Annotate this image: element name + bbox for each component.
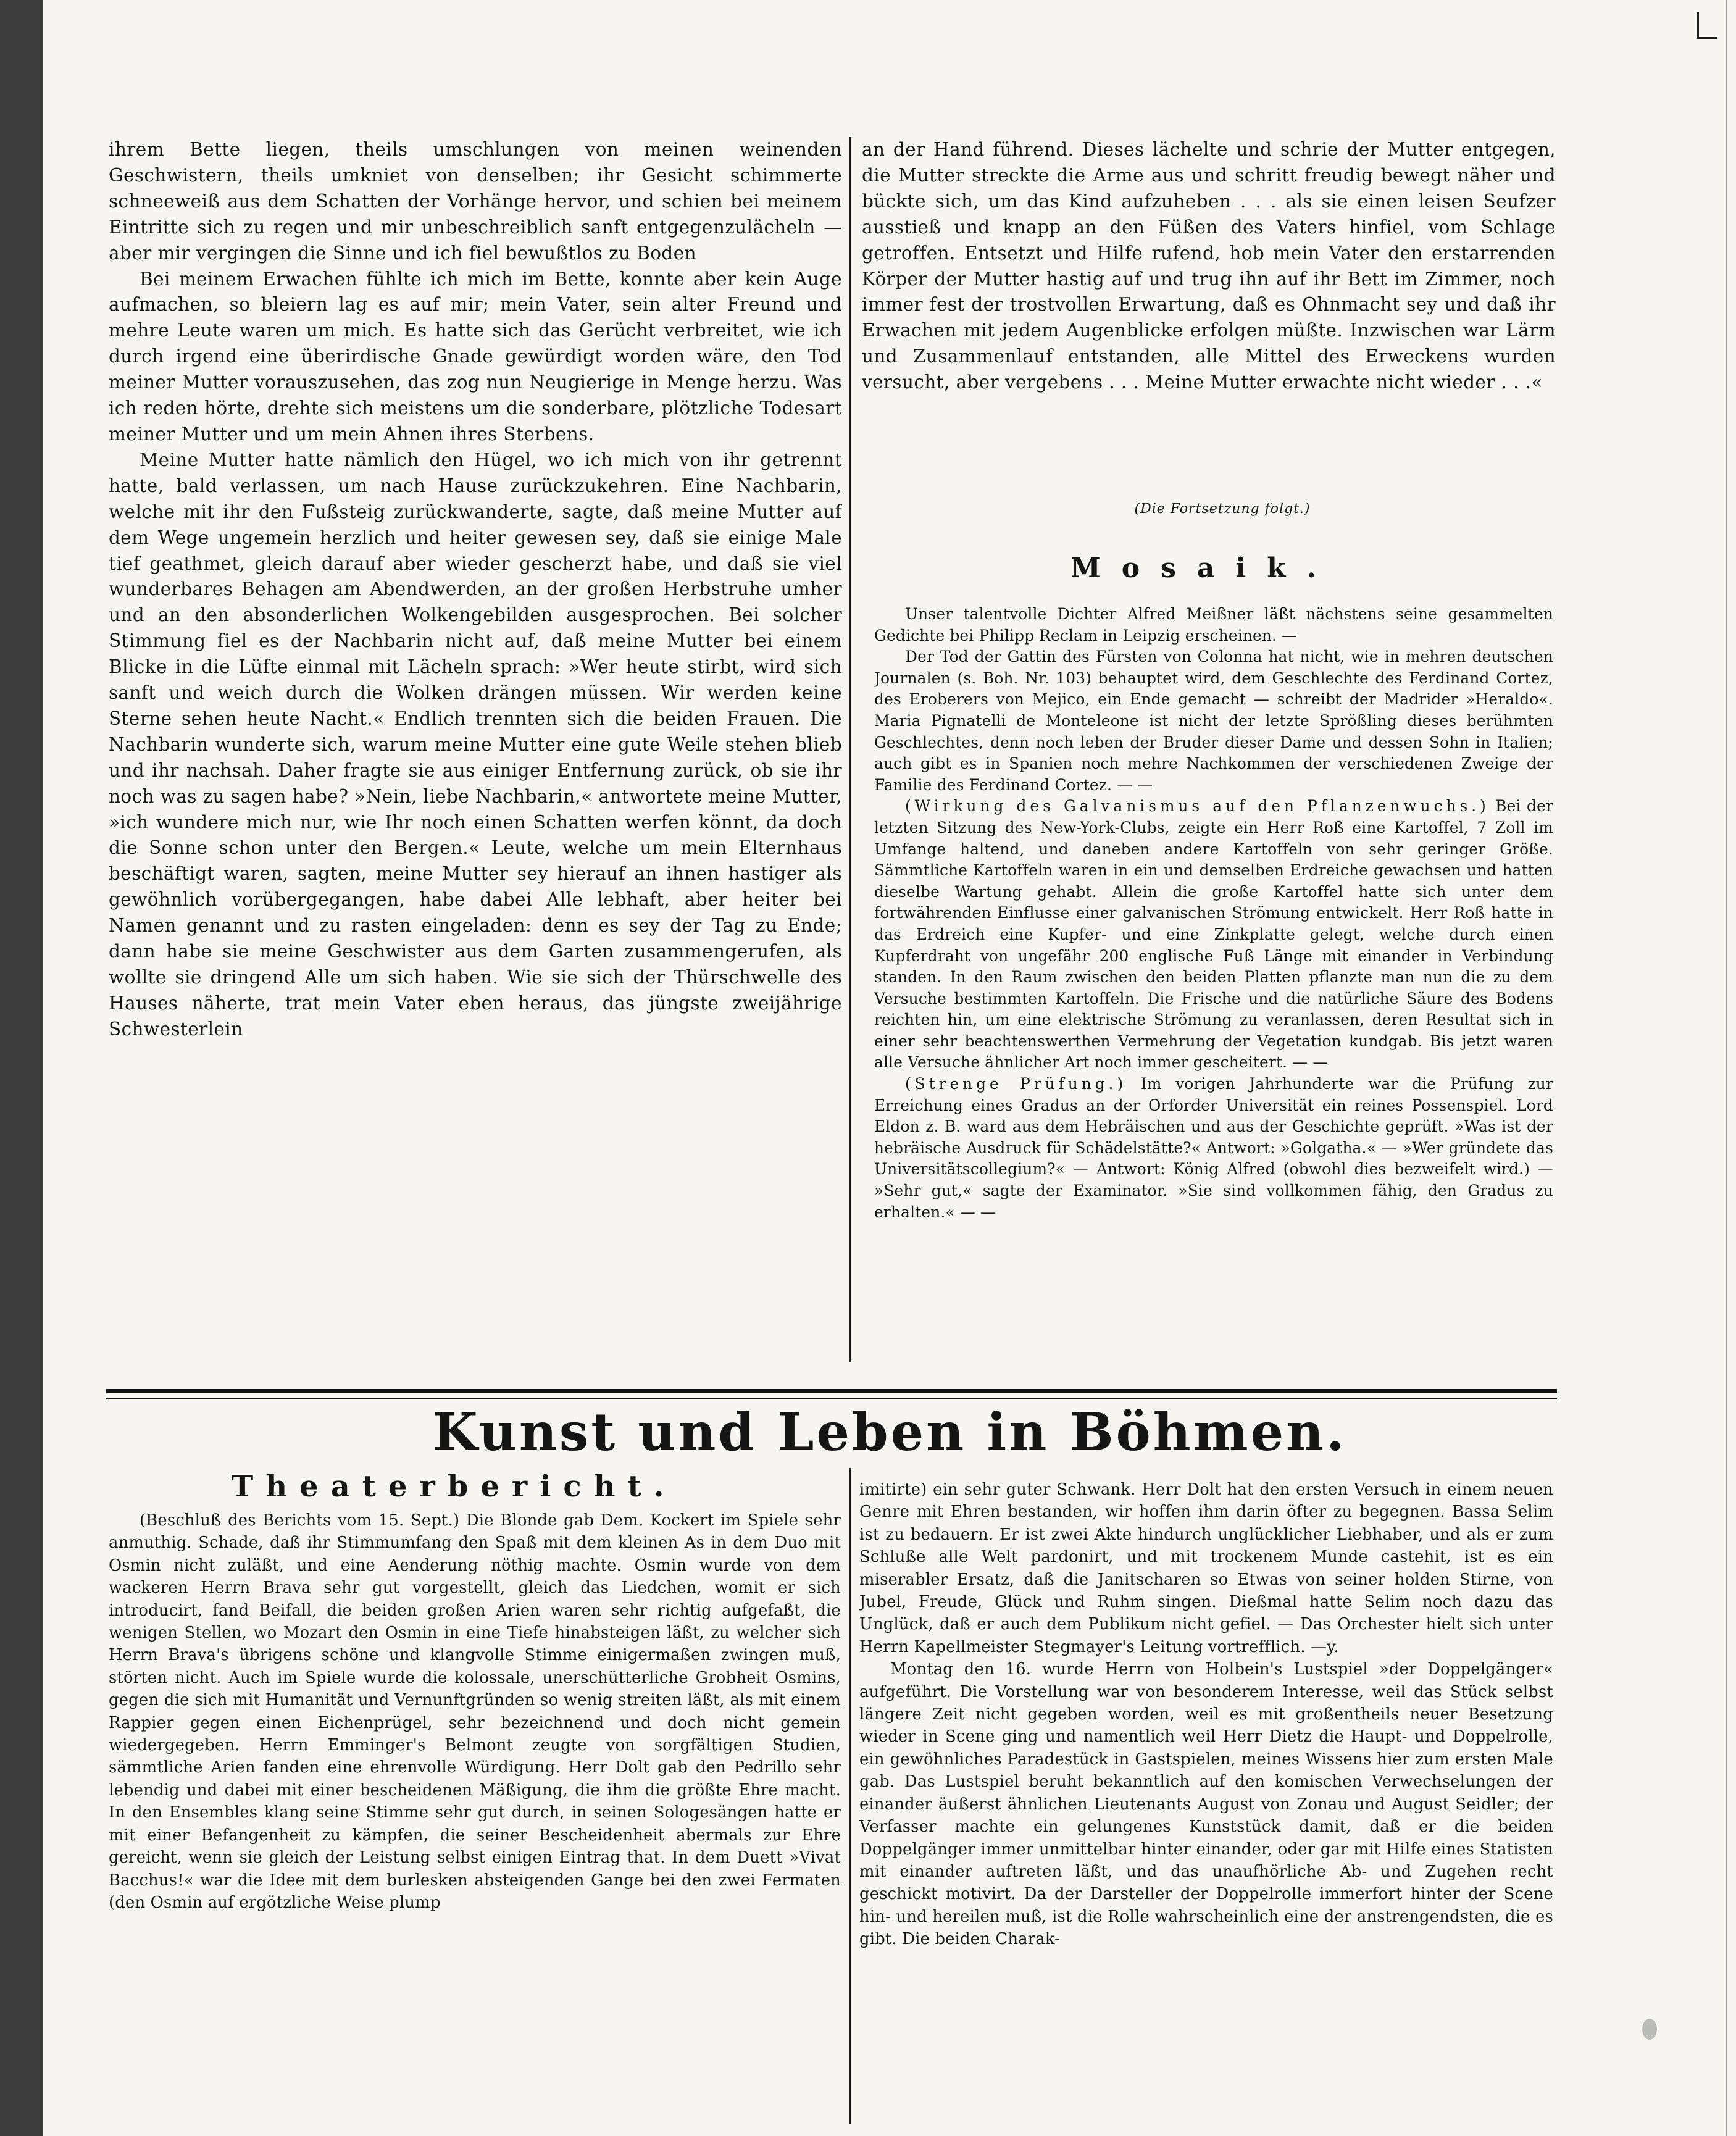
theater-paragraph: imitirte) ein sehr guter Schwank. Herr Dolt hat den ersten Versuch in einem neuen Genre mit Ehren bestanden, wir hoffen ihm darin öfter zu begegnen. Bassa Selim ist zu bedauern. Er ist zwei Akte hindurch unglücklicher Liebhaber, und als er zum Schluße alle Welt pardonirt, und mit trockenem Munde castehit, ist es ein miserabler Ersatz, daß die Janitscharen so Etwas von seiner holden Stirne, von Jubel, Freude, Glück und Ruhm singen. Dießmal hatte Selim noch dazu das Unglück, daß er auch dem Publikum nicht gefiel. — Das Orchester hielt sich unter Herrn Kapellmeister Stegmayer's Leitung vortrefflich. —y. bbox=[859, 1480, 1553, 1656]
mosaik-item bbox=[874, 1074, 1553, 1223]
section-masthead: Kunst und Leben in Böhmen. bbox=[432, 1401, 1347, 1462]
mosaik-item: Unser talentvolle Dichter Alfred Meißner läßt nächstens seine gesammelten Gedichte bei Philipp Reclam in Leipzig erscheinen. — bbox=[874, 605, 1553, 645]
story-column-left bbox=[109, 137, 842, 1361]
theater-column-left bbox=[109, 1509, 841, 2127]
scan-edge bbox=[1726, 0, 1727, 2136]
theater-text: Die Blonde gab Dem. Kockert im Spiele sehr anmuthig. Schade, daß ihr Stimmumfang den Spaß mit dem kleinen As in dem Duo mit Osmin nicht zuläßt, und eine Aenderung nöthig machte. Osmin wurde von dem wackeren Herrn Brava sehr gut vorgestellt, gleich das Liedchen, womit er sich introducirt, fand Beifall, die beiden großen Arien waren sehr richtig aufgefaßt, die wenigen Stellen, wo Mozart den Osmin in eine Tiefe hinabsteigen läßt, zu welcher sich Herrn Brava's übrigens schöne und klangvolle Stimme einigermaßen zwingen muß, störten nicht. Auch im Spiele wurde die kolossale, unerschütterliche Grobheit Osmins, gegen die sich mit Humanität und Vernunftgründen so wenig streiten läßt, als mit einem Rappier gegen einen Eichenprügel, sehr bezeichnend und doch nicht gemein wiedergegeben. Herrn Emminger's Belmont zeugte von sorgfältigen Studien, sämmtliche Arien fanden eine ehrenvolle Würdigung. Herr Dolt gab den Pedrillo sehr lebendig und dabei mit einer bescheidenen Mäßigung, die ihm die größte Ehre macht. In den Ensembles klang seine Stimme sehr gut durch, in seinen Sologesängen hatte er mit einer Befangenheit zu kämpfen, die seiner Bescheidenheit abermals zur Ehre gereicht, wenn sie gleich der Leistung selbst einigen Eintrag that. In dem Duett »Vivat Bacchus!« war die Idee mit dem burlesken absteigenden Gange bei den zwei Fermaten (den Osmin auf ergötzliche Weise plump bbox=[109, 1511, 841, 1912]
section-rule-thick bbox=[106, 1389, 1557, 1393]
scan-smudge bbox=[1642, 2019, 1657, 2040]
continuation-note: (Die Fortsetzung folgt.) bbox=[1134, 501, 1311, 517]
story-paragraph: an der Hand führend. Dieses lächelte und schrie der Mutter entgegen, die Mutter streckte die Arme aus und schritt freudig bewegt näher und bückte sich, um das Kind aufzuheben . . . als sie einen leisen Seufzer ausstieß und knapp an den Füßen des Vaters hinfiel, vom Schlage getroffen. Entsetzt und Hilfe rufend, hob mein Vater den erstarrenden Körper der Mutter hastig auf und trug ihn auf ihr Bett im Zimmer, noch immer fest der trostvollen Erwartung, daß es Ohnmacht sey und daß ihr Erwachen mit jedem Augenblicke erfolgen müßte. Inzwischen war Lärm und Zusammenlauf entstanden, alle Mittel des Erweckens wurden versucht, aber vergebens . . . Meine Mutter erwachte nicht wieder . . .« bbox=[862, 139, 1556, 393]
theater-heading: Theaterbericht. bbox=[231, 1469, 677, 1504]
story-column-right bbox=[837, 137, 1556, 501]
mosaik-item bbox=[874, 796, 1553, 1074]
story-paragraph: Bei meinem Erwachen fühlte ich mich im Bette, konnte aber kein Auge aufmachen, so bleiern lag es auf mir; mein Vater, sein alter Freund und mehre Leute waren um mich. Es hatte sich das Gerücht verbreitet, wie ich durch irgend eine überirdische Gnade gewürdigt worden wäre, den Tod meiner Mutter vorauszusehen, das zog nun Neugierige in Menge herzu. Was ich reden hörte, drehte sich meistens um die sonderbare, plötzliche Todesart meiner Mutter und um mein Ahnen ihres Sterbens. bbox=[109, 268, 842, 444]
mosaik-item-text: Im vorigen Jahrhunderte war die Prüfung zur Erreichung eines Gradus an der Orforder Universität ein reines Possenspiel. Lord Eldon z. B. ward aus dem Hebräischen und aus der Geschichte geprüft. »Was ist der hebräische Ausdruck für Schädelstätte?« Antwort: »Golgatha.« — »Wer gründete das Universitätscollegium?« — Antwort: König Alfred (obwohl dies bezweifelt wird.) — »Sehr gut,« sagte der Examinator. »Sie sind vollkommen fähig, den Gradus zu erhalten.« — — bbox=[874, 1075, 1553, 1221]
mosaik-item-lead: (Strenge Prüfung.) bbox=[905, 1075, 1127, 1093]
mosaik-item-text: Bei der letzten Sitzung des New-York-Clubs, zeigte ein Herr Roß eine Kartoffel, 7 Zoll im Umfange haltend, und daneben andere Kartoffeln von sehr geringer Größe. Sämmtliche Kartoffeln waren in ein und demselben Erdreiche gewachsen und hatten dieselbe Wartung gehabt. Allein die große Kartoffel hatte sich unter dem fortwährenden Einflusse einer galvanischen Strömung entwickelt. Herr Roß hatte in das Erdreich eine Kupfer- und eine Zinkplatte gelegt, welche durch einen Kupferdraht von ungefähr 200 englische Fuß Länge mit einander in Verbindung standen. In den Raum zwischen den beiden Platten pflanzte man nun die zu dem Versuche bestimmten Kartoffeln. Die Frische und die natürliche Säure des Bodens reichten hin, um eine elektrische Strömung zu veranlassen, deren Resultat sich in einer sehr beachtenswerthen Vermehrung der Vegetation kundgab. Bis jetzt waren alle Versuche ähnlicher Art noch immer gescheitert. — — bbox=[874, 797, 1553, 1072]
mosaik-item: Der Tod der Gattin des Fürsten von Colonna hat nicht, wie in mehren deutschen Journalen (s. Boh. Nr. 103) behauptet wird, dem Geschlechte des Ferdinand Cortez, des Eroberers von Mejico, ein Ende gemacht — schreibt der Madrider »Heraldo«. Maria Pignatelli de Monteleone ist nicht der letzte Sprößling dieses berühmten Geschlechtes, denn noch leben der Bruder dieser Dame und dessen Sohn in Italien; auch gibt es in Spanien noch mehre Nachkommen der verschiedenen Zweige der Familie des Ferdinand Cortez. — — bbox=[874, 648, 1553, 794]
theater-paragraph: Montag den 16. wurde Herrn von Holbein's Lustspiel »der Doppelgänger« aufgeführt. Die Vorstellung war von besonderem Interesse, weil das Stück selbst längere Zeit nicht gegeben worden, weil es mit großentheils neuer Besetzung wieder in Scene ging und namentlich weil Herr Dietz die Haupt- und Doppelrolle, ein gewöhnliches Paradestück in Gastspielen, meines Wissens hier zum ersten Male gab. Das Lustspiel beruht bekanntlich auf den komischen Verwechselungen der einander äußerst ähnlichen Lieutenants August von Zonau und August Seidler; der Verfasser machte ein gelungenes Kunststück damit, daß er die beiden Doppelgänger immer unmittelbar hinter einander, oder gar mit Hilfe eines Statisten mit einander auftreten läßt, und das unaufhörliche Ab- und Zugehen recht geschickt motivirt. Da der Darsteller der Doppelrolle immerfort hinter der Scene hin- und hereilen muß, ist die Rolle wahrscheinlich eine der anstrengendsten, die es gibt. Die beiden Charak- bbox=[859, 1660, 1553, 1949]
mosaik-heading: Mosaik. bbox=[1070, 553, 1337, 584]
corner-mark bbox=[1697, 12, 1717, 39]
newspaper-page bbox=[43, 0, 1736, 2136]
theater-column-right bbox=[859, 1479, 1553, 2127]
story-paragraph: Meine Mutter hatte nämlich den Hügel, wo ich mich von ihr getrennt hatte, bald verlassen, um nach Hause zurückzukehren. Eine Nachbarin, welche mit ihr den Fußsteig zurückwanderte, sagte, daß meine Mutter auf dem Wege ungemein herzlich und heiter gewesen sey, daß sie einige Male tief geathmet, gleich darauf aber wieder gescherzt habe, und daß sie viel wunderbares Behagen am Abendwerden, an der großen Herbstruhe umher und an den absonderlichen Wolkengebilden ausgesprochen. Bei solcher Stimmung fiel es der Nachbarin nicht auf, daß meine Mutter bei einem Blicke in die Lüfte einmal mit Lächeln sprach: »Wer heute stirbt, wird sich sanft und weich durch die Wolken drängen müssen. Wir werden keine Sterne sehen heute Nacht.« Endlich trennten sich die beiden Frauen. Die Nachbarin wunderte sich, warum meine Mutter eine gute Weile stehen blieb und ihr nachsah. Daher fragte sie aus einiger Entfernung zurück, ob sie ihr noch was zu sagen habe? »Nein, liebe Nachbarin,« antwortete meine Mutter, »ich wundere mich nur, wie Ihr noch einen Schatten werfen könnt, da doch die Sonne schon unter den Bergen.« Leute, welche um mein Elternhaus beschäftigt waren, sagten, meine Mutter sey hierauf an ihnen hastiger als gewöhnlich vorübergegangen, habe dabei Alle lebhaft, aber heiter bei Namen genannt und zu rasten eingeladen: denn es sey der Tag zu Ende; dann habe sie meine Geschwister aus dem Garten zusammengerufen, als wollte sie dringend Alle um sich haben. Wie sie sich der Thürschwelle des Hauses näherte, trat mein Vater eben heraus, das jüngste zweijährige Schwesterlein bbox=[109, 449, 842, 1040]
mosaik-column bbox=[874, 604, 1553, 1364]
theater-lead: (Beschluß des Berichts vom 15. Sept.) bbox=[140, 1511, 460, 1530]
theater-paragraph bbox=[109, 1509, 841, 1914]
story-paragraph: ihrem Bette liegen, theils umschlungen von meinen weinenden Geschwistern, theils umkniet von denselben; ihr Gesicht schimmerte schneeweiß aus dem Schatten der Vorhänge hervor, und schien bei meinem Eintritte sich zu regen und mir unbeschreiblich sanft entgegenzulächeln — aber mir vergingen die Sinne und ich fiel bewußtlos zu Boden bbox=[109, 139, 842, 264]
section-rule-thin bbox=[106, 1398, 1557, 1399]
column-divider-bottom bbox=[849, 1468, 851, 2124]
mosaik-item-lead: (Wirkung des Galvanismus auf den Pflanzenwuchs.) bbox=[905, 797, 1490, 816]
